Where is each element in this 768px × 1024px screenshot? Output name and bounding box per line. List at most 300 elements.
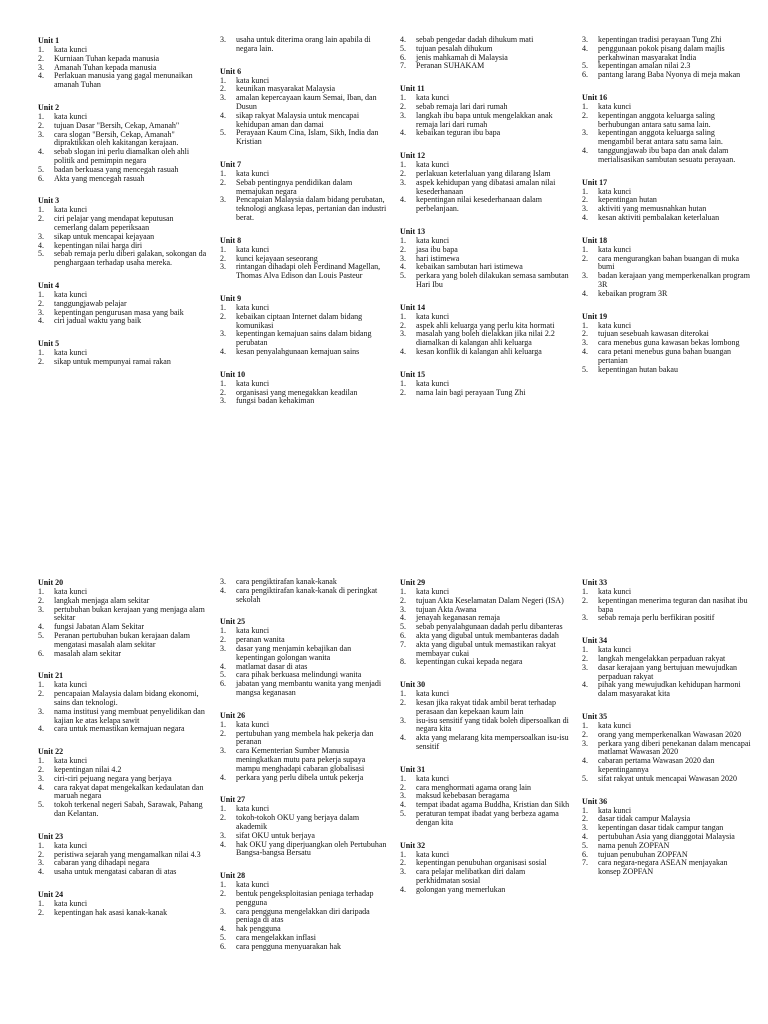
- item-number: 2.: [220, 84, 226, 94]
- item-number: 6.: [582, 70, 588, 80]
- unit-section: [400, 765, 570, 828]
- list-item: [582, 614, 752, 623]
- unit-section: [582, 36, 752, 80]
- unit-section: [38, 890, 208, 918]
- list-item: [38, 148, 208, 166]
- list-item: [220, 587, 390, 605]
- item-text: hari istimewa: [416, 253, 460, 263]
- item-text: kepentingan nilai kesederhanaan dalam perbelanjaan.: [416, 195, 542, 214]
- unit-title: Unit 19: [582, 311, 608, 321]
- list-item: [38, 708, 208, 726]
- item-number: 6.: [400, 52, 406, 62]
- item-number: 3.: [582, 36, 588, 44]
- unit-title: Unit 4: [38, 280, 60, 290]
- item-text: nama lain bagi perayaan Tung Zhi: [416, 387, 526, 397]
- item-number: 5.: [582, 61, 588, 71]
- item-number: 4.: [582, 831, 588, 841]
- item-number: 5.: [582, 840, 588, 850]
- item-text: kesan aktiviti pembalakan keterlaluan: [598, 212, 720, 222]
- unit-section: [400, 84, 570, 138]
- item-text: aspek ahli keluarga yang perlu kita hormati: [416, 320, 555, 330]
- item-number: 3.: [38, 858, 44, 868]
- bottom-column-band: [0, 578, 768, 1024]
- item-text: sebab penyalahgunaan dadah perlu dibanteras: [416, 622, 563, 632]
- item-number: 6.: [582, 849, 588, 859]
- item-text: kata kunci: [54, 756, 88, 766]
- unit-section: [400, 151, 570, 214]
- unit-title: Unit 15: [400, 369, 426, 379]
- unit-section: [38, 281, 208, 326]
- item-text: kata kunci: [416, 378, 450, 388]
- item-number: 3.: [220, 746, 226, 756]
- list-item: [400, 62, 570, 71]
- unit-section: [220, 871, 390, 951]
- item-number: 7.: [582, 858, 588, 868]
- item-text: cara pengiktirafan kanak-kanak di peringkat sekolah: [236, 585, 378, 604]
- item-number: 3.: [400, 867, 406, 877]
- item-number: 3.: [582, 823, 588, 833]
- item-number: 2.: [400, 858, 406, 868]
- item-number: 1.: [582, 587, 588, 596]
- item-text: ciri-ciri pejuang negara yang berjaya: [54, 773, 172, 783]
- list-item: [38, 250, 208, 268]
- item-number: 2.: [38, 298, 44, 308]
- item-text: kesan penyalahgunaan kemajuan sains: [236, 346, 360, 356]
- item-number: 2.: [220, 177, 226, 187]
- item-text: sikap untuk mencapai kejayaan: [54, 231, 155, 241]
- item-text: kata kunci: [416, 235, 450, 245]
- item-text: Sebab pentingnya pendidikan dalam memajukan negara: [236, 177, 353, 196]
- item-number: 1.: [220, 378, 226, 388]
- item-number: 2.: [220, 635, 226, 645]
- unit-section: [582, 578, 752, 623]
- unit-title: Unit 36: [582, 796, 608, 806]
- item-number: 2.: [38, 53, 44, 63]
- item-number: 5.: [400, 271, 406, 281]
- item-text: kata kunci: [54, 205, 88, 215]
- unit-title: Unit 12: [400, 151, 426, 161]
- item-text: kepentingan hutan bakau: [598, 364, 678, 374]
- unit-title: Unit 33: [582, 578, 608, 587]
- item-number: 2.: [38, 849, 44, 859]
- item-text: cara pihak berkuasa melindungi wanita: [236, 670, 362, 680]
- item-text: kata kunci: [416, 160, 450, 170]
- list-item: [38, 317, 208, 326]
- list-item: [400, 886, 570, 895]
- item-number: 2.: [400, 387, 406, 397]
- item-text: keunikan masyarakat Malaysia: [236, 84, 336, 94]
- item-number: 3.: [582, 738, 588, 748]
- list-item: [582, 664, 752, 682]
- unit-title: Unit 3: [38, 196, 60, 206]
- item-text: kata kunci: [598, 101, 632, 111]
- unit-column: [400, 578, 570, 908]
- list-item: [220, 747, 390, 773]
- item-text: kata kunci: [236, 302, 270, 312]
- item-text: sebab remaja perlu diberi galakan, sokongan da penghargaan terhadap usaha mereka.: [54, 249, 207, 268]
- item-number: 1.: [400, 160, 406, 170]
- list-item: [220, 814, 390, 832]
- item-number: 2.: [38, 595, 44, 605]
- item-text: jenayah keganasan remaja: [416, 613, 500, 623]
- item-number: 3.: [582, 338, 588, 348]
- list-item: [38, 175, 208, 184]
- list-item: [582, 112, 752, 130]
- item-number: 4.: [38, 724, 44, 734]
- item-number: 5.: [38, 630, 44, 640]
- item-number: 4.: [400, 613, 406, 623]
- unit-title: Unit 18: [582, 235, 608, 245]
- list-item: [220, 36, 390, 54]
- item-number: 1.: [38, 756, 44, 766]
- item-number: 3.: [400, 715, 406, 725]
- item-text: tanggungjawab ibu bapa dan anak dalam merialisasikan sambutan sesuatu perayaan.: [598, 145, 736, 164]
- unit-section: [582, 178, 752, 223]
- unit-title: Unit 5: [38, 339, 60, 349]
- list-item: [38, 909, 208, 918]
- item-text: cara mengelakkan inflasi: [236, 932, 316, 942]
- unit-title: Unit 13: [400, 226, 426, 236]
- item-number: 2.: [38, 356, 44, 366]
- list-item: [220, 330, 390, 348]
- unit-title: Unit 26: [220, 710, 246, 720]
- unit-title: Unit 27: [220, 795, 246, 805]
- item-text: cara untuk memastikan kemajuan negara: [54, 724, 185, 734]
- list-item: [400, 658, 570, 667]
- unit-section: [38, 578, 208, 658]
- unit-title: Unit 29: [400, 578, 426, 587]
- item-number: 3.: [220, 830, 226, 840]
- list-item: [38, 725, 208, 734]
- item-number: 1.: [582, 101, 588, 111]
- unit-section: [582, 712, 752, 784]
- item-text: kata kunci: [54, 898, 88, 908]
- item-number: 2.: [400, 782, 406, 792]
- unit-title: Unit 10: [220, 369, 246, 379]
- item-number: 5.: [220, 128, 226, 138]
- item-number: 4.: [582, 680, 588, 690]
- item-number: 7.: [400, 639, 406, 649]
- unit-section: [220, 36, 390, 54]
- item-text: kebaikan sambutan hari istimewa: [416, 262, 523, 272]
- item-text: kepentingan dasar tidak campur tangan: [598, 823, 724, 833]
- list-item: [400, 179, 570, 197]
- item-number: 3.: [38, 62, 44, 72]
- unit-title: Unit 22: [38, 747, 64, 757]
- list-item: [220, 943, 390, 952]
- item-number: 1.: [220, 244, 226, 254]
- item-text: Perlakuan manusia yang gagal menunaikan amanah Tuhan: [54, 71, 193, 90]
- item-text: perlakuan keterlaluan yang dilarang Islam: [416, 168, 551, 178]
- unit-column: [400, 36, 570, 410]
- item-number: 2.: [220, 387, 226, 397]
- item-number: 6.: [400, 630, 406, 640]
- item-number: 4.: [38, 240, 44, 250]
- item-number: 5.: [582, 773, 588, 783]
- item-number: 4.: [582, 145, 588, 155]
- item-number: 2.: [400, 320, 406, 330]
- item-text: kata kunci: [598, 186, 632, 196]
- item-number: 4.: [220, 346, 226, 356]
- list-item: [220, 397, 390, 406]
- unit-section: [220, 67, 390, 147]
- item-number: 3.: [220, 93, 226, 103]
- item-number: 3.: [400, 604, 406, 614]
- item-number: 2.: [582, 253, 588, 263]
- item-number: 1.: [38, 348, 44, 358]
- item-text: peranan wanita: [236, 635, 285, 645]
- item-text: cabaran pertama Wawasan 2020 dan kepentingannya: [598, 756, 715, 774]
- item-number: 8.: [400, 657, 406, 667]
- unit-title: Unit 8: [220, 235, 242, 245]
- item-text: kata kunci: [598, 320, 632, 330]
- item-text: isu-isu sensitif yang tidak boleh dipersoalkan di negara kita: [416, 715, 569, 734]
- list-item: [582, 348, 752, 366]
- item-text: sebab remaja perlu berfikiran positif: [598, 613, 715, 623]
- item-number: 4.: [38, 147, 44, 157]
- list-item: [220, 112, 390, 130]
- item-text: kata kunci: [236, 75, 270, 85]
- item-number: 3.: [220, 578, 226, 586]
- unit-section: [38, 832, 208, 877]
- list-item: [220, 313, 390, 331]
- item-number: 1.: [582, 186, 588, 196]
- item-text: kata kunci: [416, 773, 450, 783]
- item-text: kata kunci: [236, 378, 270, 388]
- unit-section: [400, 227, 570, 290]
- item-number: 2.: [38, 689, 44, 699]
- item-text: orang yang memperkenalkan Wawasan 2020: [598, 729, 742, 739]
- item-text: rintangan dihadapi oleh Ferdinand Magellan, Thomas Alva Edison dan Louis Pasteur: [236, 262, 381, 281]
- unit-title: Unit 11: [400, 84, 425, 94]
- item-text: cara mengurangkan bahan buangan di muka bumi: [598, 253, 740, 272]
- unit-title: Unit 30: [400, 680, 426, 690]
- item-number: 2.: [220, 311, 226, 321]
- list-item: [582, 290, 752, 299]
- item-number: 1.: [400, 773, 406, 783]
- item-text: perkara yang perlu dibela untuk pekerja: [236, 772, 364, 782]
- item-number: 6.: [220, 679, 226, 689]
- unit-section: [220, 160, 390, 223]
- item-text: kata kunci: [598, 244, 632, 254]
- item-number: 3.: [582, 128, 588, 138]
- unit-section: [400, 36, 570, 71]
- top-column-band: [0, 36, 768, 536]
- item-text: matlamat dasar di atas: [236, 661, 308, 671]
- unit-title: Unit 6: [220, 66, 242, 76]
- unit-section: [38, 103, 208, 183]
- item-text: akta yang digubal untuk memastikan rakyat membayar cukai: [416, 639, 556, 658]
- item-number: 2.: [38, 764, 44, 774]
- item-text: tujuan Akta Keselamatan Dalam Negeri (ISA): [416, 595, 564, 605]
- item-text: aspek kehidupan yang dibatasi amalan nilai kesederhanaan: [416, 177, 556, 196]
- list-item: [220, 348, 390, 357]
- list-item: [38, 868, 208, 877]
- item-text: cara pengguna menyuarakan hak: [236, 941, 342, 951]
- unit-title: Unit 9: [220, 293, 242, 303]
- item-number: 2.: [582, 195, 588, 205]
- list-item: [400, 129, 570, 138]
- list-item: [38, 650, 208, 659]
- item-text: kata kunci: [598, 587, 632, 596]
- item-text: Peranan pertubuhan bukan kerajaan dalam mengatasi masalah alam sekitar: [54, 630, 190, 649]
- unit-section: [38, 196, 208, 268]
- item-number: 2.: [38, 214, 44, 224]
- item-text: cara menebus guna kawasan bekas lombong: [598, 338, 740, 348]
- item-number: 4.: [400, 733, 406, 743]
- item-number: 4.: [38, 782, 44, 792]
- item-number: 4.: [582, 756, 588, 766]
- item-number: 5.: [220, 670, 226, 680]
- item-number: 2.: [220, 888, 226, 898]
- item-number: 1.: [582, 645, 588, 655]
- item-text: nama penuh ZOPFAN: [598, 840, 670, 850]
- item-number: 5.: [38, 800, 44, 810]
- unit-title: Unit 2: [38, 102, 60, 112]
- item-text: badan berkuasa yang mencegah rasuah: [54, 164, 179, 174]
- item-text: sifat OKU untuk berjaya: [236, 830, 315, 840]
- item-text: bentuk pengeksploitasian peniaga terhadap pengguna: [236, 888, 374, 907]
- item-number: 5.: [400, 622, 406, 632]
- list-item: [400, 641, 570, 659]
- item-text: tujuan sesebuah kawasan diterokai: [598, 329, 709, 339]
- item-number: 2.: [582, 729, 588, 739]
- unit-title: Unit 7: [220, 159, 242, 169]
- item-text: sebab pengedar dadah dihukum mati: [416, 36, 534, 44]
- item-number: 2.: [582, 653, 588, 663]
- unit-title: Unit 23: [38, 831, 64, 841]
- item-text: kata kunci: [54, 111, 88, 121]
- unit-section: [38, 339, 208, 367]
- item-number: 2.: [400, 595, 406, 605]
- item-text: kata kunci: [416, 689, 450, 699]
- unit-title: Unit 14: [400, 302, 426, 312]
- item-text: kata kunci: [236, 804, 270, 814]
- item-text: kepentingan penubuhan organisasi sosial: [416, 858, 547, 868]
- item-text: langkah mengelakkan perpaduan rakyat: [598, 653, 726, 663]
- unit-section: [400, 680, 570, 752]
- list-item: [220, 774, 390, 783]
- item-number: 1.: [582, 244, 588, 254]
- item-number: 3.: [220, 262, 226, 272]
- unit-title: Unit 24: [38, 889, 64, 899]
- item-text: cara Kementerian Sumber Manusia meningkatkan mutu para pekerja supaya mampu menghadapi cabaran globalisasi: [236, 746, 366, 773]
- item-number: 3.: [582, 662, 588, 672]
- item-text: perkara yang boleh dilakukan semasa sambutan Hari Ibu: [416, 271, 569, 289]
- item-number: 3.: [582, 613, 588, 623]
- item-text: peraturan tempat ibadat yang berbeza agama dengan kita: [416, 808, 559, 827]
- item-text: kepentingan hak asasi kanak-kanak: [54, 907, 168, 917]
- item-number: 2.: [400, 244, 406, 254]
- item-number: 1.: [220, 75, 226, 85]
- item-text: kepentingan anggota keluarga saling berhubungan antara satu sama lain.: [598, 110, 715, 129]
- item-text: sebab slogan ini perlu diamalkan oleh ahli politik and pemimpin negara: [54, 147, 190, 165]
- item-number: 4.: [220, 661, 226, 671]
- item-text: sikap untuk mempunyai ramai rakan: [54, 356, 171, 366]
- unit-title: Unit 34: [582, 636, 608, 646]
- item-text: usaha untuk mengatasi cabaran di atas: [54, 867, 177, 877]
- item-number: 1.: [38, 205, 44, 215]
- item-text: tanggungjawab pelajar: [54, 298, 127, 308]
- item-number: 4.: [38, 71, 44, 81]
- item-text: kebaikan teguran ibu bapa: [416, 128, 501, 138]
- item-text: cara rakyat dapat mengekalkan kedaulatan dan maruah negara: [54, 782, 204, 801]
- item-text: Perayaan Kaum Cina, Islam, Sikh, India dan Kristian: [236, 128, 379, 147]
- item-text: dasar kerajaan yang bertujuan mewujudkan perpaduan rakyat: [598, 662, 738, 681]
- list-item: [582, 366, 752, 375]
- item-text: pencapaian Malaysia dalam bidang ekonomi, sains dan teknologi.: [54, 689, 199, 707]
- item-text: kepentingan menerima teguran dan nasihat ibu bapa: [598, 595, 748, 614]
- unit-title: Unit 32: [400, 840, 426, 850]
- list-item: [582, 71, 752, 80]
- item-text: golongan yang memerlukan: [416, 884, 506, 894]
- item-number: 2.: [38, 120, 44, 130]
- item-number: 3.: [400, 253, 406, 263]
- item-number: 3.: [582, 204, 588, 214]
- item-number: 4.: [38, 316, 44, 326]
- unit-column: [582, 578, 752, 890]
- list-item: [220, 645, 390, 663]
- item-text: usaha untuk diterima orang lain apabila di negara lain.: [236, 36, 371, 53]
- item-number: 3.: [400, 329, 406, 339]
- list-item: [582, 597, 752, 615]
- unit-title: Unit 21: [38, 671, 64, 681]
- item-text: kata kunci: [54, 348, 88, 358]
- unit-title: Unit 25: [220, 617, 246, 627]
- item-text: kata kunci: [54, 840, 88, 850]
- item-text: kata kunci: [416, 311, 450, 321]
- list-item: [400, 330, 570, 348]
- item-text: jasa ibu bapa: [416, 244, 458, 254]
- unit-section: [582, 797, 752, 877]
- item-text: pertubuhan Asia yang dianggotai Malaysia: [598, 831, 735, 841]
- item-text: kata kunci: [598, 720, 632, 730]
- item-number: 5.: [400, 43, 406, 53]
- list-item: [38, 606, 208, 624]
- item-text: langkah menjaga alam sekitar: [54, 595, 150, 605]
- item-text: jabatan yang membantu wanita yang menjadi mangsa keganasan: [236, 679, 382, 697]
- item-text: kata kunci: [54, 587, 88, 596]
- unit-section: [582, 93, 752, 165]
- item-text: sifat rakyat untuk mencapai Wawasan 2020: [598, 773, 737, 783]
- item-number: 4.: [38, 867, 44, 877]
- item-text: kepentingan anggota keluarga saling mengambil berat antara satu sama lain.: [598, 128, 723, 147]
- item-text: akta yang digubal untuk membanteras dadah: [416, 630, 559, 640]
- list-item: [400, 717, 570, 735]
- item-number: 2.: [38, 907, 44, 917]
- item-text: masalah alam sekitar: [54, 648, 122, 658]
- item-number: 1.: [38, 289, 44, 299]
- list-item: [220, 841, 390, 859]
- list-item: [582, 45, 752, 63]
- item-number: 3.: [400, 177, 406, 187]
- unit-section: [220, 711, 390, 783]
- item-text: hak pengguna: [236, 924, 281, 934]
- item-number: 5.: [220, 932, 226, 942]
- item-number: 2.: [582, 595, 588, 605]
- item-number: 2.: [220, 813, 226, 823]
- item-text: kata kunci: [236, 719, 270, 729]
- item-text: kata kunci: [416, 93, 450, 103]
- item-number: 3.: [38, 307, 44, 317]
- list-item: [582, 859, 752, 877]
- item-text: kepentingan kemajuan sains dalam bidang perubatan: [236, 329, 372, 348]
- item-text: sebab remaja lari dari rumah: [416, 101, 508, 111]
- item-number: 3.: [38, 129, 44, 139]
- unit-column: [38, 578, 208, 931]
- list-item: [582, 147, 752, 165]
- item-number: 5.: [38, 249, 44, 259]
